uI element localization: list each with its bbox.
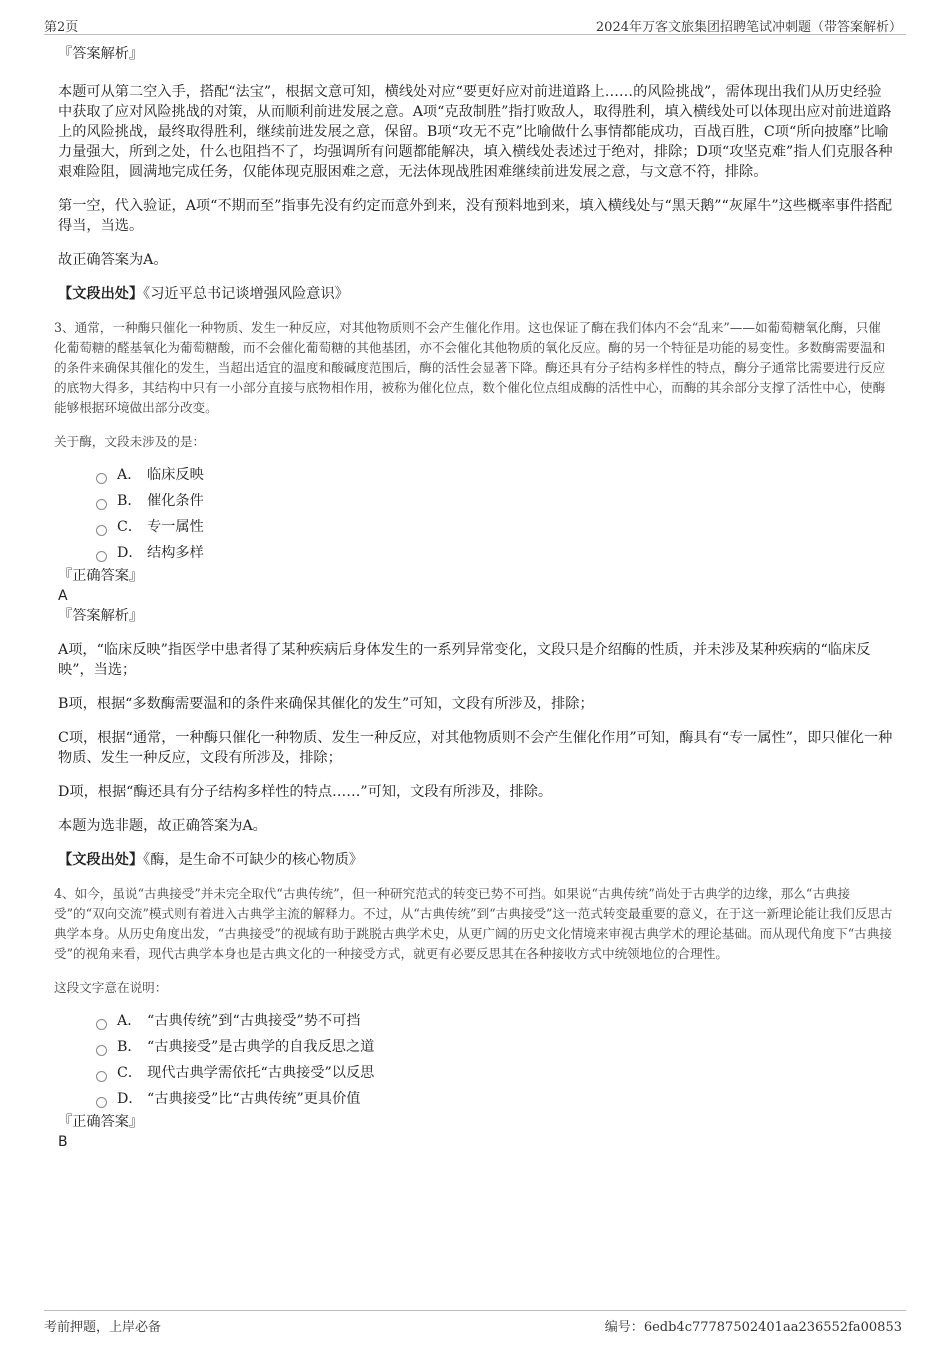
source-title: 《习近平总书记谈增强风险意识》 [143,286,349,302]
analysis-paragraph: C项，根据“通常，一种酶只催化一种物质、发生一种反应，对其他物质则不会产生催化作用”可知，酶具有“专一属性”，即只催化一种物质、发生一种反应，文段有所涉及，排除； [58,730,893,766]
serial-label: 编号： [604,1320,644,1335]
option-b[interactable]: B． 催化条件 [96,488,893,514]
analysis-label: 『答案解析』 [58,46,144,62]
page-number: 第2页 [44,20,79,35]
correct-answer: A [58,588,68,604]
analysis-label: 『答案解析』 [58,608,144,624]
option-b[interactable]: B． “古典接受”是古典学的自我反思之道 [96,1034,893,1060]
conclusion: 本题为选非题，故正确答案为A。 [58,818,267,834]
option-list [96,462,893,566]
question-stem: 这段文字意在说明： [54,980,168,995]
page-content [54,44,893,1152]
source-citation [58,284,893,304]
answer-label: 『正确答案』 [58,568,144,584]
option-a[interactable]: A． “古典传统”到“古典接受”势不可挡 [96,1008,893,1034]
radio-button[interactable] [96,551,107,562]
option-a[interactable]: A． 临床反映 [96,462,893,488]
option-d[interactable]: D． “古典接受”比“古典传统”更具价值 [96,1086,893,1112]
option-list [96,1008,893,1112]
analysis-paragraph: 第一空，代入验证，A项“不期而至”指事先没有约定而意外到来，没有预料地到来，填入横线处与“黑天鹅”“灰犀牛”这些概率事件搭配得当，当选。 [58,198,893,234]
page-footer [44,1310,906,1335]
radio-button[interactable] [96,1097,107,1108]
serial-number: 6edb4c77787502401aa236552fa00853 [643,1320,902,1335]
radio-button[interactable] [96,1071,107,1082]
question-stem: 关于酶，文段未涉及的是： [54,434,206,449]
page-header [44,12,906,35]
option-d[interactable]: D． 结构多样 [96,540,893,566]
conclusion: 故正确答案为A。 [58,252,168,268]
question-passage: 3、通常，一种酶只催化一种物质、发生一种反应，对其他物质则不会产生催化作用。这也保证了酶在我们体内不会“乱来”——如葡萄糖氧化酶，只催化葡萄糖的醛基氧化为葡萄糖酸，而不会催化葡萄糖的其他基团，亦不会催化其他物质的氧化反应。酶的另一个特征是功能的易变性。多数酶需要温和的条件来确保其催化的发生，当超出适宜的温度和酸碱度范围后，酶的活性会显著下降。酶还具有分子结构多样性的特点，酶分子通常比需要进行反应的底物大得多，其结构中只有一小部分直接与底物相作用，被称为催化位点，数个催化位点组成酶的活性中心，而酶的其余部分支撑了活性中心，使酶能够根据环境做出部分改变。 [54,320,886,415]
analysis-paragraph: B项，根据“多数酶需要温和的条件来确保其催化的发生”可知，文段有所涉及，排除； [58,696,594,712]
document-title: 2024年万客文旅集团招聘笔试冲刺题（带答案解析） [595,20,902,35]
question-passage: 4、如今，虽说“古典接受”并未完全取代“古典传统”，但一种研究范式的转变已势不可挡。如果说“古典传统”尚处于古典学的边缘，那么“古典接受”的“双向交流”模式则有着进入古典学主流的解释力。不过，从“古典传统”到“古典接受”这一范式转变最重要的意义，在于这一新理论能让我们反思古典学本身。从历史角度出发，“古典接受”的视域有助于跳脱古典学术史，从更广阔的历史文化情境来审视古典学术的理论基础。而从现代角度下“古典接受”的视角来看，现代古典学本身也是古典文化的一种接受方式，就更有必要反思其在各种接收方式中统领地位的合理性。 [54,886,893,961]
source-title: 《酶，是生命不可缺少的核心物质》 [143,852,364,868]
answer-label: 『正确答案』 [58,1114,144,1130]
source-citation [58,850,893,870]
option-c[interactable]: C． 现代古典学需依托“古典接受”以反思 [96,1060,893,1086]
radio-button[interactable] [96,473,107,484]
source-label: 【文段出处】 [58,286,144,302]
radio-button[interactable] [96,499,107,510]
analysis-paragraph: D项，根据“酶还具有分子结构多样性的特点……”可知，文段有所涉及，排除。 [58,784,553,800]
analysis-paragraph: 本题可从第二空入手，搭配“法宝”，根据文意可知，横线处对应“要更好应对前进道路上……的风险挑战”，需体现出我们从历史经验中获取了应对风险挑战的对策，从而顺利前进发展之意。A项“克敌制胜”指打败敌人，取得胜利，填入横线处可以体现出应对前进道路上的风险挑战，最终取得胜利，继续前进发展之意，保留。B项“攻无不克”比喻做什么事情都能成功，百战百胜，C项“所向披靡”比喻力量强大，所到之处，什么也阻挡不了，均强调所有问题都能解决，填入横线处表述过于绝对，排除；D项“攻坚克难”指人们克服各种艰难险阻，圆满地完成任务，仅能体现克服困难之意，无法体现战胜困难继续前进发展之意，与文意不符，排除。 [58,84,893,180]
radio-button[interactable] [96,1045,107,1056]
source-label: 【文段出处】 [58,852,144,868]
radio-button[interactable] [96,1019,107,1030]
radio-button[interactable] [96,525,107,536]
footer-slogan: 考前押题，上岸必备 [44,1320,162,1335]
correct-answer: B [58,1134,68,1150]
analysis-paragraph: A项，“临床反映”指医学中患者得了某种疾病后身体发生的一系列异常变化，文段只是介绍酶的性质，并未涉及某种疾病的“临床反映”，当选； [58,642,871,678]
document-serial [605,1316,902,1335]
option-c[interactable]: C． 专一属性 [96,514,893,540]
